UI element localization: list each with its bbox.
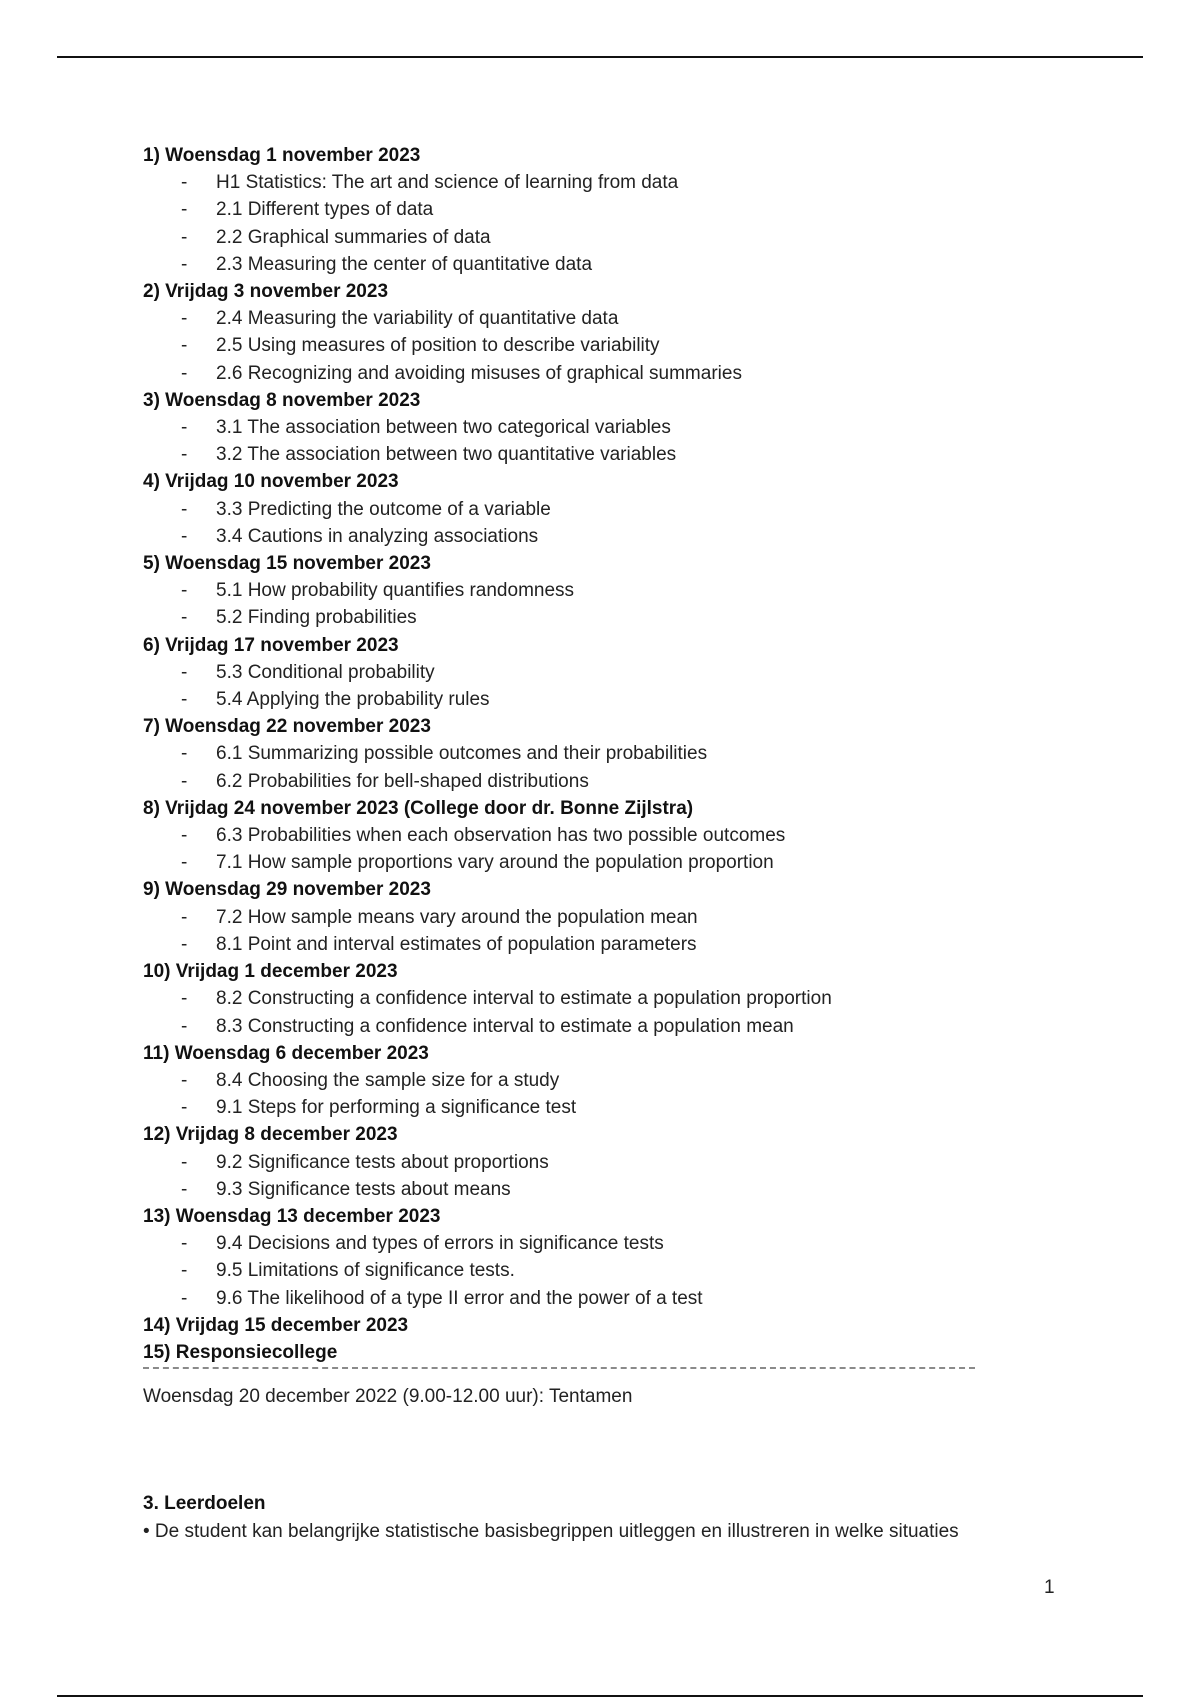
- topic-text: 3.1 The association between two categorical variables: [216, 417, 671, 439]
- topic-item: [143, 360, 1103, 387]
- session-heading: 1) Woensdag 1 november 2023: [143, 145, 421, 166]
- topic-text: 2.6 Recognizing and avoiding misuses of graphical summaries: [216, 362, 742, 384]
- session-block: [143, 632, 1103, 714]
- dash-bullet-icon: -: [181, 1287, 188, 1309]
- dash-bullet-icon: -: [181, 253, 188, 275]
- learning-goals: [143, 1518, 1103, 1545]
- topic-item: [143, 1176, 1103, 1203]
- topic-item: [143, 251, 1103, 278]
- session-block: [143, 387, 1103, 469]
- topic-item: [143, 1149, 1103, 1176]
- dash-bullet-icon: -: [181, 362, 188, 384]
- session-block: [143, 958, 1103, 1040]
- topic-item: [143, 904, 1103, 931]
- page-number: 1: [1044, 1577, 1055, 1598]
- topic-text: 2.4 Measuring the variability of quantitative data: [216, 308, 619, 330]
- topic-text: 9.3 Significance tests about means: [216, 1178, 511, 1200]
- topic-list: [143, 822, 1103, 876]
- dash-bullet-icon: -: [181, 335, 188, 357]
- session-block: [143, 1339, 1103, 1366]
- topic-text: 7.2 How sample means vary around the population mean: [216, 906, 698, 928]
- header-rule: [57, 56, 1143, 58]
- session-block: [143, 468, 1103, 550]
- topic-text: 9.5 Limitations of significance tests.: [216, 1260, 515, 1282]
- session-heading: 14) Vrijdag 15 december 2023: [143, 1314, 409, 1336]
- session-block: [143, 1203, 1103, 1312]
- topic-list: [143, 305, 1103, 387]
- topic-text: 5.1 How probability quantifies randomness: [216, 580, 575, 602]
- topic-text: 9.4 Decisions and types of errors in significance tests: [216, 1233, 664, 1255]
- session-heading: 7) Woensdag 22 november 2023: [143, 716, 431, 738]
- dash-bullet-icon: -: [181, 1015, 188, 1037]
- dash-bullet-icon: -: [181, 906, 188, 928]
- dash-bullet-icon: -: [181, 661, 188, 683]
- topic-text: 9.6 The likelihood of a type II error and the power of a test: [216, 1287, 703, 1309]
- topic-item: [143, 931, 1103, 958]
- dash-bullet-icon: -: [181, 226, 188, 248]
- topic-item: [143, 1094, 1103, 1121]
- topic-list: [143, 1149, 1103, 1203]
- topic-item: [143, 740, 1103, 767]
- session-heading: 3) Woensdag 8 november 2023: [143, 389, 421, 411]
- topic-item: [143, 849, 1103, 876]
- topic-text: 6.3 Probabilities when each observation has two possible outcomes: [216, 825, 786, 847]
- session-heading: 13) Woensdag 13 december 2023: [143, 1205, 441, 1227]
- topic-list: [143, 659, 1103, 713]
- topic-list: [143, 1067, 1103, 1121]
- session-block: [143, 795, 1103, 877]
- topic-item: [143, 1257, 1103, 1284]
- dash-bullet-icon: -: [181, 988, 188, 1010]
- topic-item: [143, 822, 1103, 849]
- dash-bullet-icon: -: [181, 1069, 188, 1091]
- topic-text: 5.3 Conditional probability: [216, 661, 435, 683]
- session-block: [143, 278, 1103, 387]
- topic-text: 7.1 How sample proportions vary around the population proportion: [216, 852, 774, 874]
- dash-bullet-icon: -: [181, 852, 188, 874]
- session-heading: 2) Vrijdag 3 november 2023: [143, 281, 389, 303]
- dash-bullet-icon: -: [181, 1178, 188, 1200]
- topic-text: 8.1 Point and interval estimates of population parameters: [216, 933, 697, 955]
- dash-bullet-icon: -: [181, 580, 188, 602]
- topic-item: [143, 169, 1103, 196]
- topic-text: 3.4 Cautions in analyzing associations: [216, 525, 539, 547]
- session-block: [143, 713, 1103, 795]
- topic-item: [143, 224, 1103, 251]
- session-heading: 4) Vrijdag 10 november 2023: [143, 471, 399, 493]
- session-block: [143, 1312, 1103, 1339]
- topic-text: 5.2 Finding probabilities: [216, 607, 417, 629]
- dash-bullet-icon: -: [181, 933, 188, 955]
- topic-list: [143, 169, 1103, 278]
- topic-item: [143, 985, 1103, 1012]
- session-heading: 15) Responsiecollege: [143, 1341, 338, 1363]
- session-heading: 9) Woensdag 29 november 2023: [143, 879, 431, 901]
- topic-text: 8.4 Choosing the sample size for a study: [216, 1069, 560, 1091]
- session-block: [143, 1040, 1103, 1122]
- topic-list: [143, 577, 1103, 631]
- dash-bullet-icon: -: [181, 308, 188, 330]
- topic-item: [143, 496, 1103, 523]
- topic-text: 9.2 Significance tests about proportions: [216, 1151, 549, 1173]
- topic-list: [143, 985, 1103, 1039]
- topic-item: [143, 1067, 1103, 1094]
- dash-bullet-icon: -: [181, 498, 188, 520]
- topic-list: [143, 904, 1103, 958]
- topic-item: [143, 196, 1103, 223]
- session-block: [143, 1121, 1103, 1203]
- dash-bullet-icon: -: [181, 743, 188, 765]
- dash-bullet-icon: -: [181, 1097, 188, 1119]
- topic-item: [143, 305, 1103, 332]
- topic-text: 6.1 Summarizing possible outcomes and their probabilities: [216, 743, 708, 765]
- dash-bullet-icon: -: [181, 417, 188, 439]
- topic-text: 2.2 Graphical summaries of data: [216, 226, 491, 248]
- exam-line: Woensdag 20 december 2022 (9.00-12.00 uur): Tentamen: [143, 1386, 633, 1408]
- topic-item: [143, 686, 1103, 713]
- topic-list: [143, 414, 1103, 468]
- dash-bullet-icon: -: [181, 689, 188, 711]
- session-block: [143, 550, 1103, 632]
- topic-list: [143, 740, 1103, 794]
- topic-text: 3.2 The association between two quantitative variables: [216, 444, 677, 466]
- lecture-schedule: [143, 142, 1103, 1366]
- dash-bullet-icon: -: [181, 1233, 188, 1255]
- topic-item: [143, 1013, 1103, 1040]
- session-heading: 11) Woensdag 6 december 2023: [143, 1042, 429, 1064]
- dash-bullet-icon: -: [181, 607, 188, 629]
- section-title: 3. Leerdoelen: [143, 1493, 266, 1515]
- session-heading: 8) Vrijdag 24 november 2023 (College door dr. Bonne Zijlstra): [143, 797, 694, 819]
- topic-text: 3.3 Predicting the outcome of a variable: [216, 498, 551, 520]
- learning-goal-item: • De student kan belangrijke statistische basisbegrippen uitleggen en illustreren in welke situaties: [143, 1520, 959, 1542]
- dash-bullet-icon: -: [181, 825, 188, 847]
- session-heading: 10) Vrijdag 1 december 2023: [143, 961, 398, 983]
- topic-item: [143, 332, 1103, 359]
- dash-bullet-icon: -: [181, 525, 188, 547]
- topic-text: 9.1 Steps for performing a significance test: [216, 1097, 577, 1119]
- topic-list: [143, 1230, 1103, 1312]
- topic-text: 2.3 Measuring the center of quantitative data: [216, 253, 593, 275]
- topic-item: [143, 1230, 1103, 1257]
- dash-bullet-icon: -: [181, 199, 188, 221]
- session-block: [143, 876, 1103, 958]
- dash-bullet-icon: -: [181, 1151, 188, 1173]
- topic-item: [143, 659, 1103, 686]
- session-heading: 12) Vrijdag 8 december 2023: [143, 1124, 398, 1146]
- dash-bullet-icon: -: [181, 172, 188, 194]
- topic-item: [143, 414, 1103, 441]
- topic-text: 2.5 Using measures of position to describe variability: [216, 335, 660, 357]
- topic-text: 6.2 Probabilities for bell-shaped distributions: [216, 770, 589, 792]
- topic-text: 8.3 Constructing a confidence interval to estimate a population mean: [216, 1015, 794, 1037]
- topic-item: [143, 768, 1103, 795]
- session-heading: 5) Woensdag 15 november 2023: [143, 553, 431, 575]
- topic-item: [143, 577, 1103, 604]
- page-content: [143, 142, 1103, 1545]
- topic-text: 8.2 Constructing a confidence interval to estimate a population proportion: [216, 988, 832, 1010]
- dash-bullet-icon: -: [181, 1260, 188, 1282]
- session-block: [143, 142, 1103, 278]
- topic-list: [143, 496, 1103, 550]
- topic-item: [143, 441, 1103, 468]
- session-heading: 6) Vrijdag 17 november 2023: [143, 634, 399, 656]
- topic-item: [143, 604, 1103, 631]
- footer-rule: [57, 1695, 1143, 1697]
- topic-text: 5.4 Applying the probability rules: [216, 689, 490, 711]
- topic-text: H1 Statistics: The art and science of learning from data: [216, 172, 679, 194]
- dash-bullet-icon: -: [181, 444, 188, 466]
- topic-text: 2.1 Different types of data: [216, 199, 434, 221]
- topic-item: [143, 523, 1103, 550]
- dashed-divider: [143, 1367, 975, 1369]
- dash-bullet-icon: -: [181, 770, 188, 792]
- topic-item: [143, 1285, 1103, 1312]
